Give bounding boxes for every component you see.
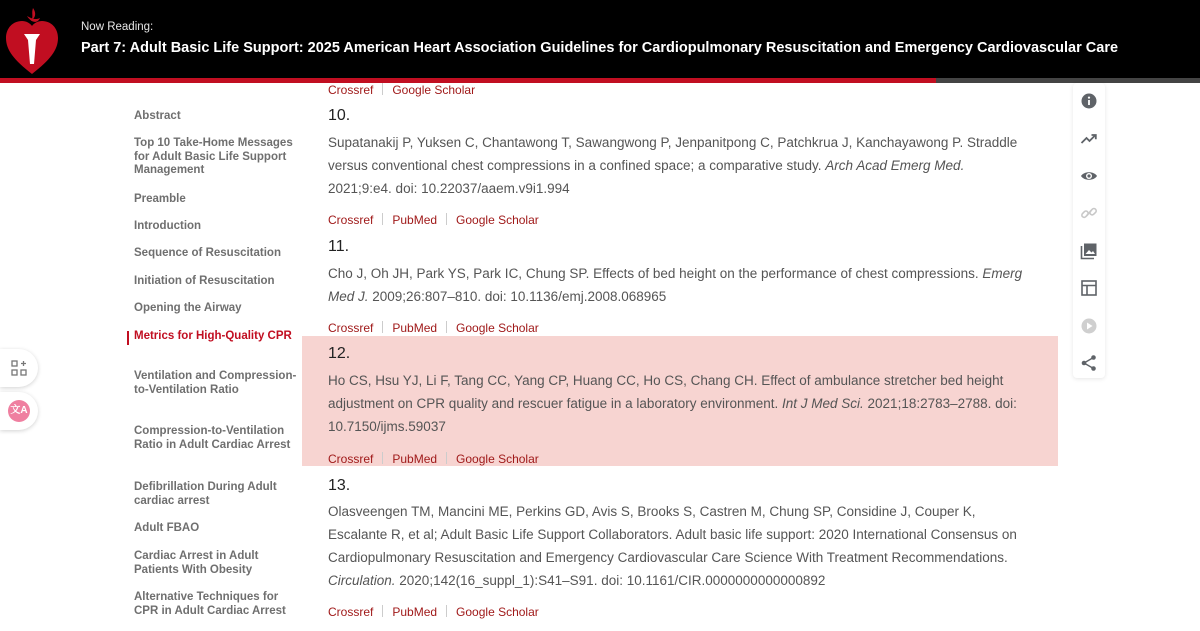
citation-details: 2009;26:807–810. doi: 10.1136/emj.2008.068965: [368, 289, 667, 304]
toc-item[interactable]: Adult FBAO: [134, 522, 200, 534]
citation-details: 2021;18:2783–2788. doi: 10.7150/ijms.59037: [328, 396, 1017, 434]
link-divider: [382, 321, 383, 333]
link-divider: [382, 452, 383, 464]
link-divider: [382, 83, 383, 95]
image-gallery-icon[interactable]: [1080, 242, 1098, 260]
scholar-link[interactable]: Google Scholar: [456, 321, 539, 335]
translate-icon: 文A: [8, 400, 30, 422]
reference-links: [328, 83, 475, 97]
toc-item[interactable]: Ventilation and Compression-to-Ventilation Ratio: [134, 370, 297, 396]
toc-item[interactable]: Defibrillation During Adult cardiac arrest: [134, 481, 277, 507]
toc-item[interactable]: Top 10 Take-Home Messages for Adult Basic Life Support Management: [134, 137, 293, 176]
article-tools-rail: [1073, 83, 1105, 378]
crossref-link[interactable]: Crossref: [328, 452, 374, 466]
pubmed-link[interactable]: PubMed: [392, 605, 438, 619]
scholar-link[interactable]: Google Scholar: [456, 605, 539, 619]
trending-icon[interactable]: [1080, 130, 1098, 148]
reference-links: [328, 213, 539, 227]
toc-item[interactable]: Sequence of Resuscitation: [134, 247, 281, 259]
citation-details: 2020;142(16_suppl_1):S41–S91. doi: 10.1161/CIR.0000000000000892: [395, 573, 826, 588]
link-divider: [382, 213, 383, 225]
crossref-link[interactable]: Crossref: [328, 213, 374, 227]
reference-links: [328, 452, 539, 466]
toc-item[interactable]: Cardiac Arrest in Adult Patients With Obesity: [134, 550, 259, 576]
toc-item[interactable]: Initiation of Resuscitation: [134, 275, 275, 287]
scholar-link[interactable]: Google Scholar: [392, 83, 476, 97]
citation-authors-title: Olasveengen TM, Mancini ME, Perkins GD, Avis S, Brooks S, Castren M, Chung SP, Considine J, Couper K, Escalante R, et al; Adult Basic Life Support Collaborators. Adult basic life support: 2020 International Consensus on Cardiopulmonary Resuscitation and Emergency Cardiovascular Care Science With Treatment Recommendations.: [328, 504, 1017, 565]
citation-details: 2021;9:e4. doi: 10.22037/aaem.v9i1.994: [328, 181, 570, 196]
link-divider: [446, 452, 447, 464]
crossref-link[interactable]: Crossref: [328, 605, 374, 619]
toc-item[interactable]: Preamble: [134, 193, 186, 205]
toc-item[interactable]: Alternative Techniques for CPR in Adult Cardiac Arrest: [134, 591, 286, 617]
toc-item[interactable]: Abstract: [134, 110, 181, 122]
pubmed-link[interactable]: PubMed: [392, 213, 438, 227]
link-divider: [446, 321, 447, 333]
link-divider: [446, 605, 447, 617]
link-divider: [446, 213, 447, 225]
reference-citation: [328, 369, 1028, 438]
reference-number: 10.: [328, 107, 351, 124]
reading-header: [0, 0, 1200, 78]
reference-citation: [328, 262, 1028, 308]
add-widget-button[interactable]: [0, 349, 38, 387]
reference-number: 12.: [328, 345, 351, 362]
article-title: Part 7: Adult Basic Life Support: 2025 American Heart Association Guidelines for Cardiopulmonary Resuscitation and Emergency Cardiovascular Care: [81, 40, 1119, 56]
reference-citation: [328, 131, 1028, 200]
reading-progress-bar: [0, 78, 1200, 83]
reference-links: [328, 321, 539, 335]
citation-authors-title: Cho J, Oh JH, Park YS, Park IC, Chung SP. Effects of bed height on the performance of chest compressions.: [328, 266, 983, 281]
link-icon[interactable]: [1080, 204, 1098, 222]
info-icon[interactable]: [1080, 92, 1098, 110]
pubmed-link[interactable]: PubMed: [392, 452, 438, 466]
pubmed-link[interactable]: PubMed: [392, 321, 438, 335]
now-reading-label: Now Reading:: [81, 21, 154, 33]
eye-icon[interactable]: [1080, 167, 1098, 185]
crossref-link[interactable]: Crossref: [328, 83, 374, 97]
toc-item[interactable]: Introduction: [134, 220, 202, 232]
link-divider: [382, 605, 383, 617]
scholar-link[interactable]: Google Scholar: [456, 213, 539, 227]
citation-authors-title: Supatanakij P, Yuksen C, Chantawong T, Sawangwong P, Jenpanitpong C, Patchkrua J, Kanchayawong P. Straddle versus conventional chest compressions in a confined space; a comparative study.: [328, 135, 1018, 173]
translate-button[interactable]: [0, 392, 38, 430]
share-icon[interactable]: [1080, 354, 1098, 372]
citation-authors-title: Ho CS, Hsu YJ, Li F, Tang CC, Yang CP, Huang CC, Ho CS, Chang CH. Effect of ambulance stretcher bed height adjustment on CPR quality and rescuer fatigue in a laboratory environment.: [328, 373, 1004, 411]
citation-journal: Arch Acad Emerg Med.: [825, 158, 965, 173]
reference-citation: [328, 500, 1028, 592]
aha-heart-torch-logo-icon[interactable]: [4, 6, 60, 76]
toc-item[interactable]: Compression-to-Ventilation Ratio in Adult Cardiac Arrest: [134, 425, 291, 451]
play-icon[interactable]: [1080, 317, 1098, 335]
grid-plus-icon: [11, 360, 27, 376]
table-icon[interactable]: [1080, 279, 1098, 297]
reference-number: 11.: [328, 238, 350, 255]
active-section-marker: [127, 331, 129, 345]
citation-journal: Emerg Med J.: [328, 266, 1023, 304]
toc-item[interactable]: Metrics for High-Quality CPR: [134, 330, 292, 342]
reference-number: 13.: [328, 477, 351, 494]
citation-journal: Int J Med Sci.: [782, 396, 864, 411]
toc-item[interactable]: Opening the Airway: [134, 302, 242, 314]
scholar-link[interactable]: Google Scholar: [456, 452, 539, 466]
crossref-link[interactable]: Crossref: [328, 321, 374, 335]
reference-links: [328, 605, 539, 619]
citation-journal: Circulation.: [328, 573, 396, 588]
